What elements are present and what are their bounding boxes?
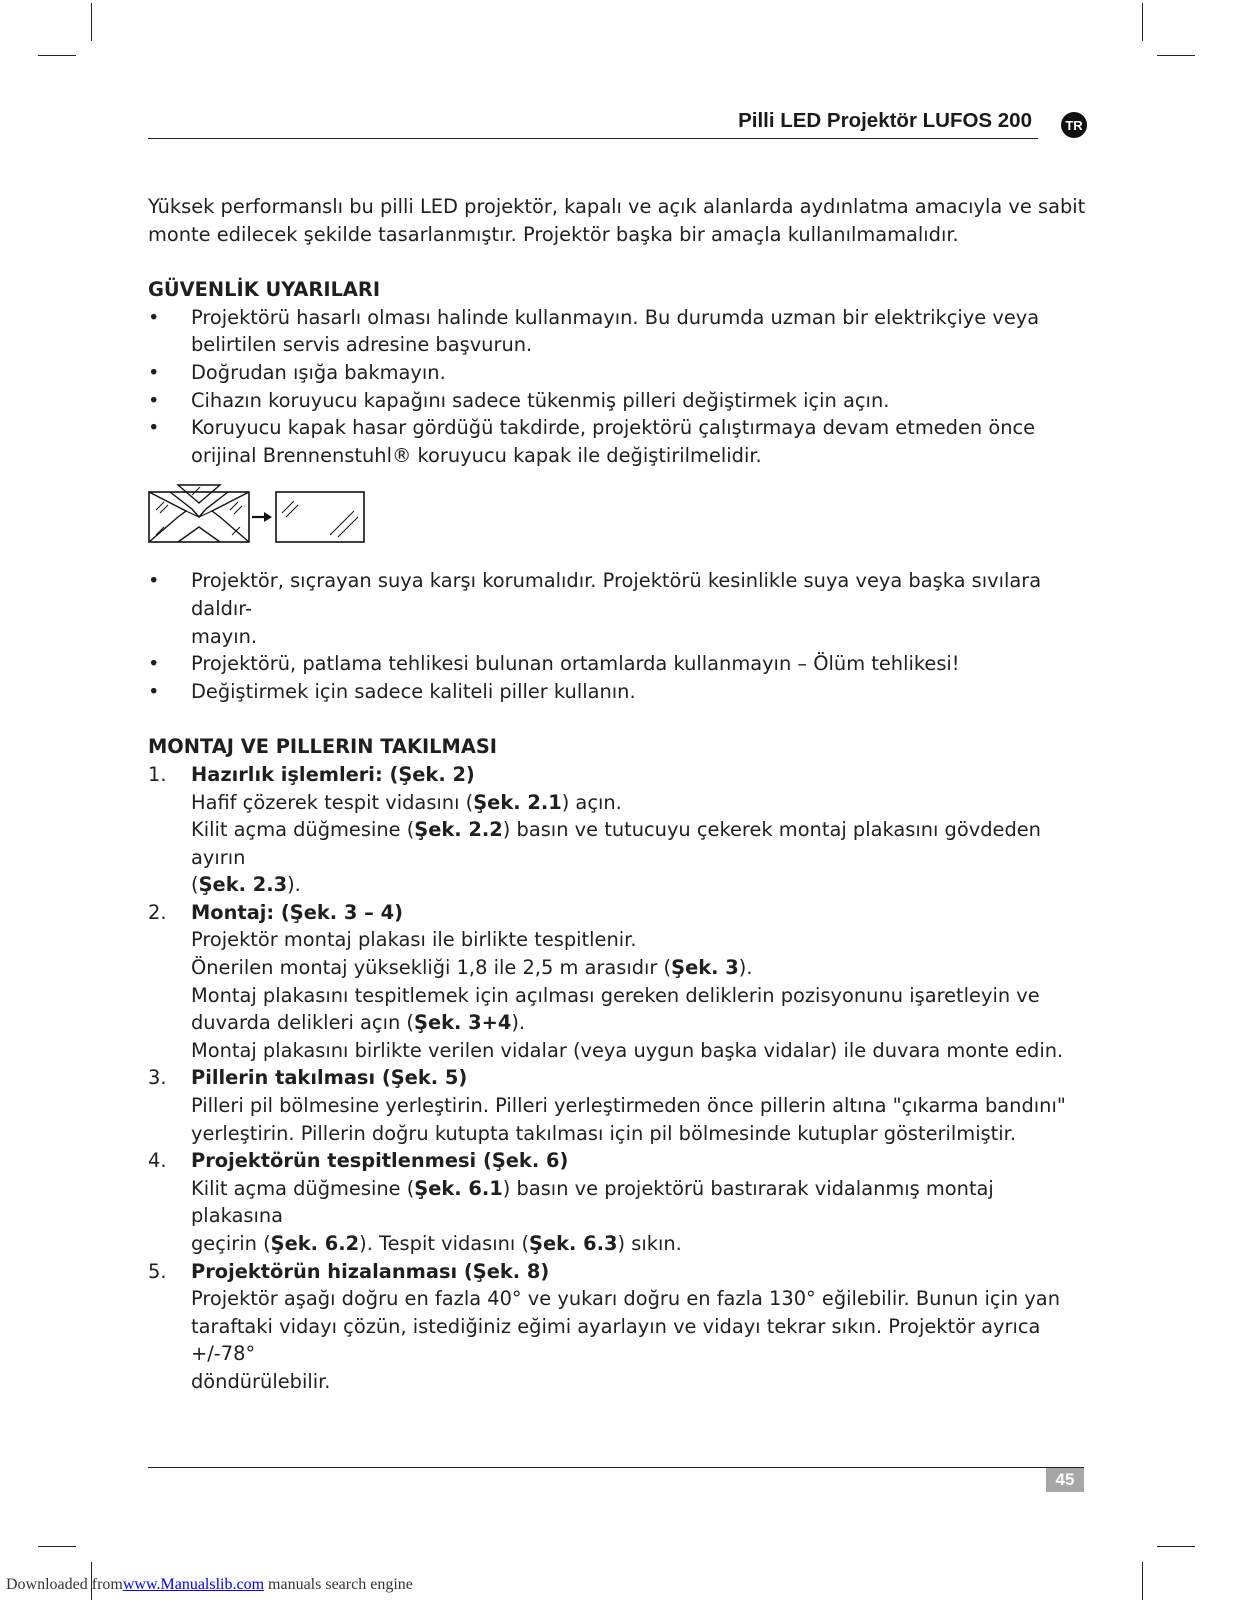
step-text: Kilit açma düğmesine ( xyxy=(191,818,415,842)
step-line xyxy=(191,1285,1086,1313)
intro-line: monte edilecek şekilde tasarlanmıştır. Projektör başka bir amaçla kullanılmamalıdır. xyxy=(148,222,959,246)
assembly-step xyxy=(148,1147,1086,1257)
list-item xyxy=(148,414,1086,469)
step-text: Hafif çözerek tespit vidasını ( xyxy=(191,790,474,814)
step-text: geçirin ( xyxy=(191,1232,271,1255)
footer-rule xyxy=(148,1467,1084,1468)
step-line xyxy=(191,926,1086,954)
step-title: Projektörün hizalanması (Şek. 8) xyxy=(191,1259,550,1283)
figure-reference: Şek. 2.2 xyxy=(414,818,503,842)
assembly-step xyxy=(148,1064,1086,1147)
step-text: ) basın ve projektörü bastırarak vidalanmış montaj plakasına xyxy=(191,1176,994,1228)
step-text: ). Tespit vidasını ( xyxy=(359,1232,530,1255)
step-text: Kilit açma düğmesine ( xyxy=(191,1176,415,1200)
step-text: taraftaki vidayı çözün, istediğiniz eğimi ayarlayın ve vidayı tekrar sıkın. Projektör ayrıca +/-78° xyxy=(191,1314,1041,1366)
step-number: 5. xyxy=(148,1259,167,1283)
step-number: 3. xyxy=(148,1066,167,1090)
step-text: Projektör aşağı doğru en fazla 40° ve yukarı doğru en fazla 130° eğilebilir. Bunun için yan xyxy=(191,1287,1060,1311)
list-item-line: Doğrudan ışığa bakmayın. xyxy=(191,360,446,384)
figure-reference: Şek. 6.1 xyxy=(414,1176,503,1200)
language-badge: TR xyxy=(1061,112,1087,138)
download-suffix: manuals search engine xyxy=(264,1576,413,1593)
crop-mark xyxy=(1142,3,1143,41)
step-line xyxy=(191,789,1086,817)
step-text: Montaj plakasını tespitlemek için açılması gereken deliklerin pozisyonunu işaretleyin ve xyxy=(191,983,1040,1007)
cover-replacement-figure xyxy=(148,483,1086,555)
list-item xyxy=(148,678,1086,706)
step-text: döndürülebilir. xyxy=(191,1369,331,1393)
list-item-line: Projektörü hasarlı olması halinde kullanmayın. Bu durumda uzman bir elektrikçiye veya xyxy=(191,305,1040,329)
bullet-marker: • xyxy=(148,388,160,412)
list-item xyxy=(148,650,1086,678)
crop-mark xyxy=(1157,55,1195,56)
list-item xyxy=(148,567,1086,650)
list-item-line: mayın. xyxy=(191,624,258,648)
list-item-line: Cihazın koruyucu kapağını sadece tükenmiş pilleri değiştirmek için açın. xyxy=(191,388,890,412)
step-text: ( xyxy=(191,873,199,897)
step-text: duvarda delikleri açın ( xyxy=(191,1011,414,1035)
step-title: Hazırlık işlemleri: (Şek. 2) xyxy=(191,762,475,786)
list-item-line: Koruyucu kapak hasar gördüğü takdirde, projektörü çalıştırmaya devam etmeden önce xyxy=(191,416,1036,440)
crop-mark xyxy=(1142,1562,1143,1600)
download-prefix: Downloaded from xyxy=(6,1576,123,1593)
list-item-line: orijinal Brennenstuhl® koruyucu kapak ile değiştirilmelidir. xyxy=(191,443,762,467)
broken-cover-to-new-cover-icon xyxy=(148,483,368,543)
step-text: Pilleri pil bölmesine yerleştirin. Pilleri yerleştirmeden önce pillerin altına "çıkarma bandını" xyxy=(191,1094,1066,1118)
step-number: 2. xyxy=(148,900,167,924)
assembly-step xyxy=(148,899,1086,1065)
assembly-step xyxy=(148,1258,1086,1396)
step-text: ). xyxy=(738,956,753,980)
safety-list xyxy=(148,304,1086,470)
crop-mark xyxy=(38,1546,76,1547)
list-item-line: Projektörü, patlama tehlikesi bulunan ortamlarda kullanmayın – Ölüm tehlikesi! xyxy=(191,652,960,676)
crop-mark xyxy=(1157,1546,1195,1547)
page-title: Pilli LED Projektör LUFOS 200 xyxy=(738,109,1032,132)
step-title: Montaj: (Şek. 3 – 4) xyxy=(191,900,403,924)
step-line xyxy=(191,1092,1086,1120)
step-number: 1. xyxy=(148,762,167,786)
figure-reference: Şek. 3+4 xyxy=(413,1011,512,1035)
list-item xyxy=(148,359,1086,387)
step-line xyxy=(191,1230,1086,1258)
list-item xyxy=(148,304,1086,359)
step-line xyxy=(191,1009,1086,1037)
intro-line: Yüksek performanslı bu pilli LED projektör, kapalı ve açık alanlarda aydınlatma amacıyla ve sabit xyxy=(148,195,1086,218)
step-text: ). xyxy=(511,1011,526,1035)
page-number: 45 xyxy=(1046,1468,1084,1492)
step-line xyxy=(191,954,1086,982)
step-line xyxy=(191,816,1086,871)
step-text: yerleştirin. Pillerin doğru kutupta takılması için pil bölmesinde kutuplar gösterilmiştir. xyxy=(191,1121,1017,1145)
assembly-step xyxy=(148,761,1086,899)
step-line xyxy=(191,1175,1086,1230)
step-line xyxy=(191,1037,1086,1065)
bullet-marker: • xyxy=(148,679,160,703)
step-line xyxy=(191,1368,1086,1396)
list-item-line: belirtilen servis adresine başvurun. xyxy=(191,333,533,357)
crop-mark xyxy=(91,3,92,41)
step-line xyxy=(191,1313,1086,1368)
safety-list xyxy=(148,567,1086,705)
bullet-marker: • xyxy=(148,652,160,676)
manualslib-link[interactable]: www.Manualslib.com xyxy=(122,1576,265,1593)
figure-reference: Şek. 2.1 xyxy=(473,790,562,814)
figure-reference: Şek. 2.3 xyxy=(198,873,288,897)
download-note xyxy=(6,1576,413,1594)
page-header xyxy=(148,104,1038,139)
step-text: ) sıkın. xyxy=(617,1232,682,1255)
step-text: Projektör montaj plakası ile birlikte tespitlenir. xyxy=(191,928,637,952)
step-text: Montaj plakasını birlikte verilen vidalar (veya uygun başka vidalar) ile duvara monte edin. xyxy=(191,1038,1064,1062)
bullet-marker: • xyxy=(148,569,160,593)
figure-reference: Şek. 6.2 xyxy=(270,1232,360,1255)
list-item-line: Projektör, sıçrayan suya karşı korumalıdır. Projektörü kesinlikle suya veya başka sıvılara daldır- xyxy=(191,569,1042,620)
step-text: Önerilen montaj yüksekliği 1,8 ile 2,5 m arasıdır ( xyxy=(191,956,672,980)
list-item xyxy=(148,387,1086,415)
step-title: Projektörün tespitlenmesi (Şek. 6) xyxy=(191,1149,569,1173)
list-item-line: Değiştirmek için sadece kaliteli piller kullanın. xyxy=(191,679,636,703)
bullet-marker: • xyxy=(148,305,160,329)
step-line xyxy=(191,982,1086,1010)
crop-mark xyxy=(38,55,76,56)
figure-reference: Şek. 6.3 xyxy=(529,1232,618,1255)
assembly-heading: MONTAJ VE PILLERIN TAKILMASI xyxy=(148,735,498,759)
figure-reference: Şek. 3 xyxy=(671,956,739,980)
bullet-marker: • xyxy=(148,360,160,384)
step-text: ). xyxy=(287,873,301,897)
step-line xyxy=(191,1120,1086,1148)
step-text: ) açın. xyxy=(561,790,622,814)
step-title: Pillerin takılması (Şek. 5) xyxy=(191,1066,468,1090)
step-line xyxy=(191,871,1086,899)
page-content xyxy=(148,193,1086,1396)
safety-heading: GÜVENLİK UYARILARI xyxy=(148,278,381,302)
step-text: ) basın ve tutucuyu çekerek montaj plakasını gövdeden ayırın xyxy=(191,818,1041,869)
step-number: 4. xyxy=(148,1149,167,1173)
assembly-steps xyxy=(148,761,1086,1396)
bullet-marker: • xyxy=(148,416,160,440)
